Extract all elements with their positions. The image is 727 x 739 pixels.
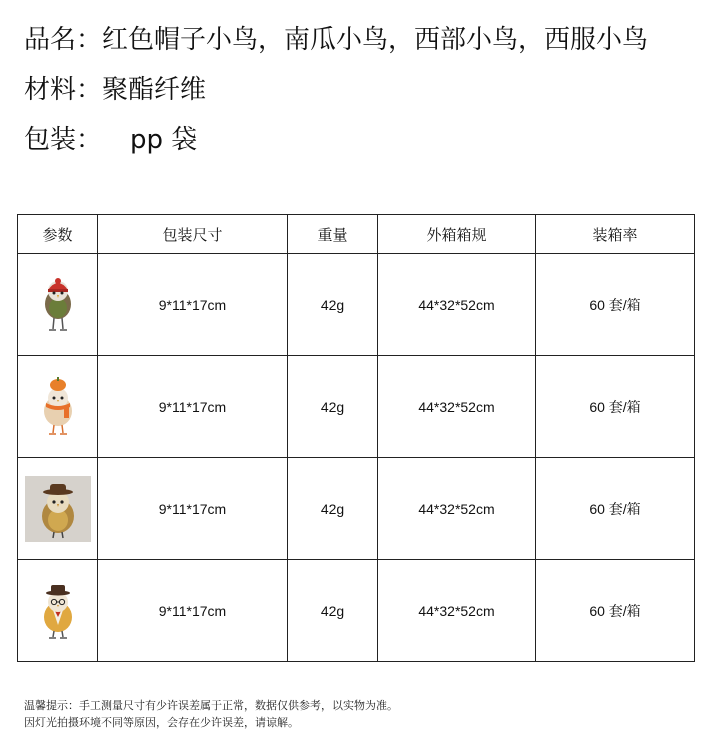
table-row [18, 254, 695, 356]
package-size-cell: 9*11*17cm [98, 356, 288, 458]
table-row [18, 356, 695, 458]
red-hat-bird-image [36, 276, 80, 334]
product-image-cell [18, 458, 98, 560]
spec-table [17, 214, 695, 662]
packaging-label: 包装： [24, 125, 103, 155]
weight-cell: 42g [288, 356, 378, 458]
pack-rate-cell: 60 套/箱 [536, 356, 695, 458]
weight-cell: 42g [288, 560, 378, 662]
header-carton-size: 外箱箱规 [378, 215, 536, 254]
packaging-line [24, 124, 197, 156]
weight-cell: 42g [288, 254, 378, 356]
carton-size-cell: 44*32*52cm [378, 560, 536, 662]
disclaimer-line-1: 温馨提示：手工测量尺寸有少许误差属于正常，数据仅供参考，以实物为准。 [24, 699, 398, 712]
product-name-line [24, 24, 648, 56]
table-header-row [18, 215, 695, 254]
packaging-value: pp 袋 [130, 125, 198, 155]
package-size-cell: 9*11*17cm [98, 458, 288, 560]
package-size-cell: 9*11*17cm [98, 254, 288, 356]
western-bird-image [25, 476, 91, 542]
header-weight: 重量 [288, 215, 378, 254]
pack-rate-cell: 60 套/箱 [536, 458, 695, 560]
material-label: 材料： [24, 75, 103, 105]
product-name-label: 品名： [24, 25, 103, 55]
disclaimer-notes [24, 697, 398, 731]
package-size-cell: 9*11*17cm [98, 560, 288, 662]
product-image-cell [18, 356, 98, 458]
table-row [18, 458, 695, 560]
product-image-cell [18, 560, 98, 662]
pack-rate-cell: 60 套/箱 [536, 560, 695, 662]
material-value: 聚酯纤维 [102, 75, 207, 105]
material-line [24, 74, 206, 106]
disclaimer-line-2: 因灯光拍摄环境不同等原因，会存在少许误差，请谅解。 [24, 716, 299, 729]
suit-bird-image [36, 581, 80, 641]
header-param: 参数 [18, 215, 98, 254]
pumpkin-bird-image [36, 376, 80, 438]
carton-size-cell: 44*32*52cm [378, 254, 536, 356]
carton-size-cell: 44*32*52cm [378, 458, 536, 560]
carton-size-cell: 44*32*52cm [378, 356, 536, 458]
header-package-size: 包装尺寸 [98, 215, 288, 254]
product-name-value: 红色帽子小鸟，南瓜小鸟，西部小鸟，西服小鸟 [102, 25, 649, 55]
header-pack-rate: 装箱率 [536, 215, 695, 254]
weight-cell: 42g [288, 458, 378, 560]
pack-rate-cell: 60 套/箱 [536, 254, 695, 356]
product-image-cell [18, 254, 98, 356]
table-row [18, 560, 695, 662]
